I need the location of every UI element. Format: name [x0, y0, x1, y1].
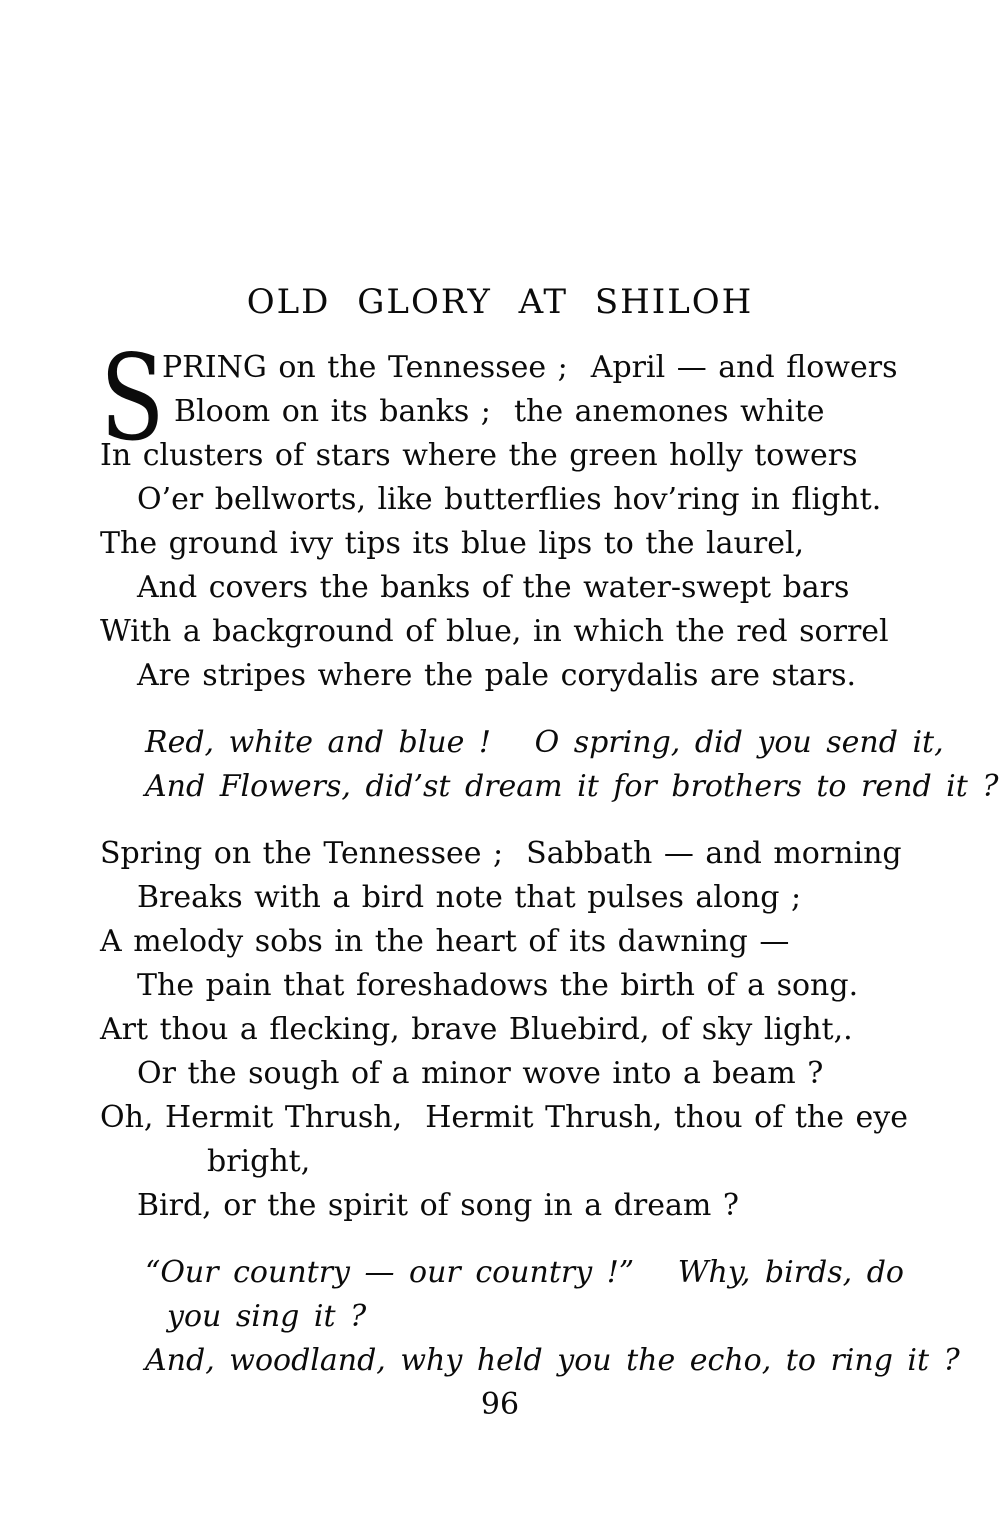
page-number: 96	[480, 1387, 520, 1422]
poem-line: Art thou a flecking, brave Bluebird, of sky light,.	[100, 1012, 853, 1047]
poem-line: Breaks with a bird note that pulses along ;	[137, 880, 802, 915]
stanza-italic	[100, 1251, 960, 1383]
poem-line: The ground ivy tips its blue lips to the laurel,	[100, 526, 805, 561]
poem-line: In clusters of stars where the green holly towers	[100, 438, 858, 473]
stanza	[100, 832, 908, 1228]
poem-body	[100, 329, 999, 1383]
poem-line: And Flowers, did’st dream it for brothers to rend it ?	[145, 769, 999, 804]
poem-line: Are stripes where the pale corydalis are stars.	[137, 658, 857, 693]
poem-line: Or the sough of a minor wove into a beam ?	[137, 1056, 824, 1091]
stanza	[100, 329, 900, 698]
poem-line: The pain that foreshadows the birth of a song.	[137, 968, 859, 1003]
poem-line: With a background of blue, in which the red sorrel	[100, 614, 889, 649]
poem-line: Red, white and blue ! O spring, did you send it,	[145, 725, 944, 760]
poem-line: “Our country — our country !” Why, birds, do	[145, 1255, 904, 1290]
poem-line: Spring on the Tennessee ; Sabbath — and morning	[100, 836, 902, 871]
poem-line: Bloom on its banks ; the anemones white	[174, 394, 825, 429]
poem-line: Bird, or the spirit of song in a dream ?	[137, 1188, 739, 1223]
poem-line: O’er bellworts, like butterflies hov’ring in flight.	[137, 482, 882, 517]
poem-line: you sing it ?	[167, 1299, 367, 1334]
poem-line: PRING on the Tennessee ; April — and flowers	[162, 350, 898, 385]
poem-title: OLD GLORY AT SHILOH	[246, 282, 754, 322]
drop-cap-letter: S	[100, 329, 165, 467]
poem-line: And covers the banks of the water-swept bars	[137, 570, 850, 605]
poem-line: And, woodland, why held you the echo, to ring it ?	[145, 1343, 960, 1378]
poem-line: A melody sobs in the heart of its dawning —	[100, 924, 790, 959]
stanza-italic	[100, 721, 999, 809]
poem-line: Oh, Hermit Thrush, Hermit Thrush, thou of the eye	[100, 1100, 908, 1135]
poem-line: bright,	[207, 1144, 311, 1179]
